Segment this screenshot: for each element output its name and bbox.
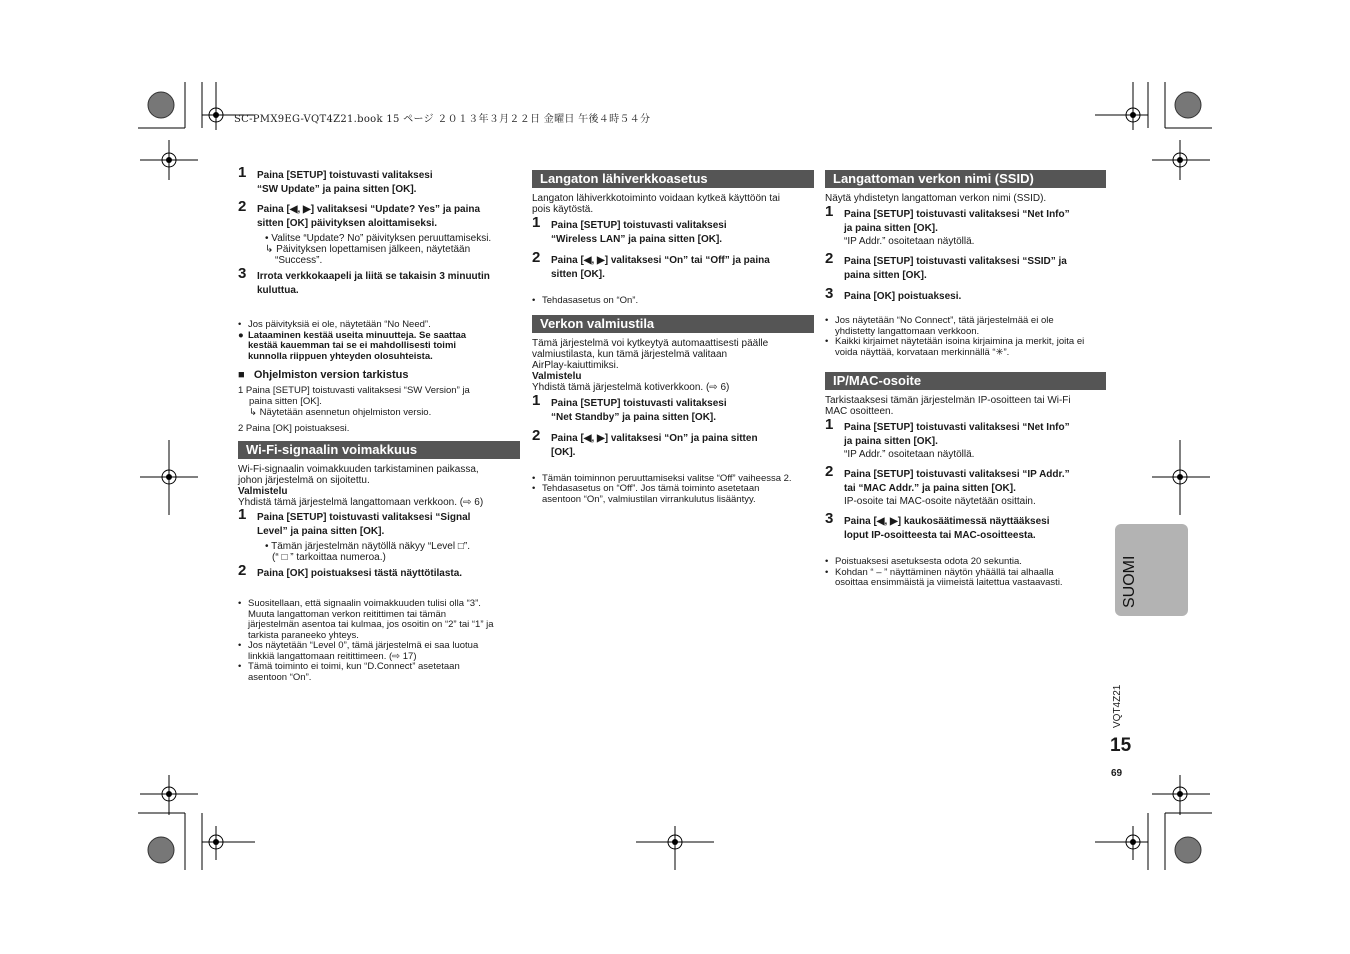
ssid-step-1-result: “IP Addr.” osoitetaan näytöllä. — [844, 236, 975, 247]
heading-ip-mac: IP/MAC-osoite — [825, 372, 1106, 390]
heading-network-standby: Verkon valmiustila — [532, 315, 814, 333]
wifi-step-2: 2 Paina [OK] poistuaksesi tästä näyttötilasta. — [238, 562, 463, 579]
column-1 — [238, 164, 520, 683]
wlan-note: • Tehdasasetus on “On”. — [532, 295, 639, 306]
step-1: 1 Paina [SETUP] toistuvasti valitaksesi “SW Update” ja paina sitten [OK]. — [238, 164, 433, 195]
column-3 — [825, 170, 1106, 589]
step-2-notes: • Valitse “Update? No” päivityksen peruuttamiseksi. ↳ Päivityksen lopettamisen jälkeen, näytetään “Success”. — [265, 233, 492, 266]
ssid-notes: • Jos näytetään “No Connect”, tätä järjestelmää ei ole yhdistetty langattomaan verkkoon. • Kaikki kirjaimet näytetään isoina kirjaimina ja merkit, joita ei voida näyttää, korvataan merkinnällä “✳”. — [825, 315, 1085, 358]
step-2: 2 Paina [◀, ▶] valitaksesi “Update? Yes” ja paina sitten [OK] päivityksen aloittamiseksi. — [238, 198, 481, 229]
ssid-intro: Näytä yhdistetyn langattoman verkon nimi (SSID). — [825, 193, 1047, 204]
ip-step-3: 3 Paina [◀, ▶] kaukosäätimessä näyttääksesi loput IP-osoitteesta tai MAC-osoitteesta. — [825, 510, 1050, 541]
ip-step-2-result: IP-osoite tai MAC-osoite näytetään osittain. — [844, 496, 1036, 507]
standby-prep-label: Valmistelu — [532, 370, 582, 382]
ip-step-1-result: “IP Addr.” osoitetaan näytöllä. — [844, 449, 975, 460]
wifi-step-1: 1 Paina [SETUP] toistuvasti valitaksesi “Signal Level” ja paina sitten [OK]. — [238, 506, 471, 537]
standby-step-1: 1 Paina [SETUP] toistuvasti valitaksesi “Net Standby” ja paina sitten [OK]. — [532, 391, 727, 423]
ssid-step-2: 2 Paina [SETUP] toistuvasti valitaksesi “SSID” ja paina sitten [OK]. — [825, 250, 1067, 281]
language-tab-label: SUOMI — [1121, 555, 1138, 608]
document-code: VQT4Z21 — [1112, 684, 1123, 728]
ip-step-1: 1 Paina [SETUP] toistuvasti valitaksesi “Net Info” ja paina sitten [OK]. — [825, 416, 1070, 447]
page-number: 15 — [1110, 735, 1132, 756]
wlan-step-2: 2 Paina [◀, ▶] valitaksesi “On” tai “Off” ja paina sitten [OK]. — [532, 249, 770, 280]
step-3: 3 Irrota verkkokaapeli ja liitä se takaisin 3 minuutin kuluttua. — [238, 265, 490, 296]
ip-notes: • Poistuaksesi asetuksesta odota 20 sekuntia. • Kohdan “ – ” näyttäminen näytön yhäällä tai alhaalla osoittaa ensimmäistä ja viimeistä laitettua vastaavasti. — [825, 556, 1063, 588]
standby-prep-text: Yhdistä tämä järjestelmä kotiverkkoon. (⇨ 6) — [532, 381, 730, 393]
wlan-step-1: 1 Paina [SETUP] toistuvasti valitaksesi “Wireless LAN” ja paina sitten [OK]. — [532, 214, 727, 245]
wifi-prep-text: Yhdistä tämä järjestelmä langattomaan verkkoon. (⇨ 6) — [238, 497, 484, 508]
column-2 — [532, 170, 814, 505]
wifi-step-1-notes: • Tämän järjestelmän näytöllä näkyy “Level □”. (“ □ ” tarkoittaa numeroa.) — [265, 541, 470, 563]
wifi-prep-label: Valmistelu — [238, 486, 288, 497]
ip-intro: Tarkistaaksesi tämän järjestelmän IP-osoitteen tai Wi-Fi MAC osoitteen. — [825, 395, 1071, 417]
print-header: SC-PMX9EG-VQT4Z21.book 15 ページ ２０１３年３月２２日 金曜日 午後４時５４分 — [234, 114, 651, 125]
heading-ssid: Langattoman verkon nimi (SSID) — [825, 170, 1106, 188]
heading-wireless-lan: Langaton lähiverkkoasetus — [532, 170, 814, 188]
ssid-step-3: 3 Paina [OK] poistuaksesi. — [825, 285, 962, 302]
standby-step-2: 2 Paina [◀, ▶] valitaksesi “On” ja paina sitten [OK]. — [532, 426, 758, 458]
wlan-intro: Langaton lähiverkkotoiminto voidaan kytkeä käyttöön tai pois käytöstä. — [532, 193, 780, 215]
version-step-2: 2 Paina [OK] poistuaksesi. — [238, 423, 350, 434]
ssid-step-1: 1 Paina [SETUP] toistuvasti valitaksesi “Net Info” ja paina sitten [OK]. — [825, 203, 1070, 234]
standby-intro: Tämä järjestelmä voi kytkeytyä automaattisesti päälle valmiustilasta, kun tämä järjestelmä valitaan AirPlay-kaiuttimiksi. — [532, 337, 769, 371]
version-title: ■ Ohjelmiston version tarkistus — [238, 369, 409, 381]
notes-update: • Jos päivityksiä ei ole, näytetään “No Need”. ● Lataaminen kestää useita minuutteja. Se saattaa kestää kauemman tai se ei mahdollisesti toimi kunnolla riippuen yhteyden olosuhteista. — [238, 319, 467, 362]
page-number-small: 69 — [1111, 768, 1123, 779]
heading-wifi-signal: Wi-Fi-signaalin voimakkuus — [238, 441, 520, 459]
version-step-1: 1 Paina [SETUP] toistuvasti valitaksesi “SW Version” ja paina sitten [OK]. ↳ Näytetään asennetun ohjelmiston versio. — [238, 385, 470, 418]
wifi-notes: • Suositellaan, että signaalin voimakkuuden tulisi olla “3”. Muuta langattoman verkon reitittimen tai tämän järjestelmän asentoa tai kulmaa, jos osoitin on “2” tai “1” ja tarkista paraneeko yhteys. • Jos näytetään “Level 0”, tämä järjestelmä ei saa luotua linkkiä langattomaan reitittimeen. (⇨ 17) • Tämä toiminto ei toimi, kun “D.Connect” asetetaan asentoon “On”. — [238, 598, 494, 683]
standby-notes: • Tämän toiminnon peruuttamiseksi valitse “Off” vaiheessa 2. • Tehdasasetus on “Off”. Jos tämä toiminto asetetaan asentoon “On”, valmiustilan virrankulutus lisääntyy. — [532, 472, 792, 505]
wifi-intro: Wi-Fi-signaalin voimakkuuden tarkistaminen paikassa, johon järjestelmä on sijoitettu. — [238, 464, 479, 486]
ip-step-2: 2 Paina [SETUP] toistuvasti valitaksesi “IP Addr.” tai “MAC Addr.” ja paina sitten [OK]. — [825, 463, 1070, 494]
